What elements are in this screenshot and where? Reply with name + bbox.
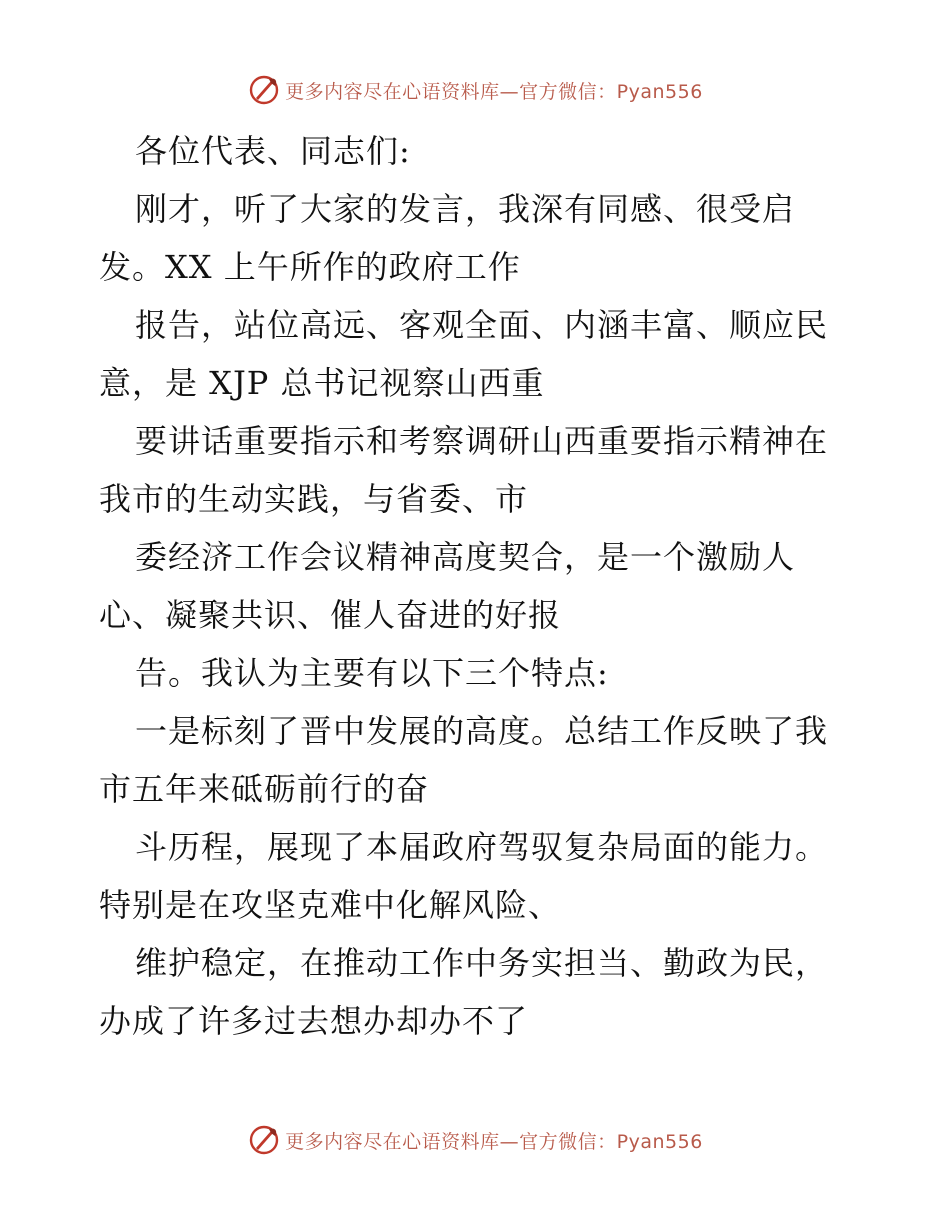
text-line: 斗历程，展现了本届政府驾驭复杂局面的能力。 — [135, 828, 829, 866]
document-body — [99, 122, 879, 1050]
text-line: 办成了许多过去想办却办不了 — [99, 1002, 529, 1040]
text-line: 市五年来砥砺前行的奋 — [99, 770, 430, 808]
footer-watermark — [0, 1120, 950, 1160]
quill-logo-icon — [247, 1123, 281, 1157]
quill-logo-icon — [247, 73, 281, 107]
text-line: 刚才，听了大家的发言，我深有同感、很受启 — [135, 190, 796, 228]
text-line: 各位代表、同志们: — [135, 132, 411, 170]
text-line: 委经济工作会议精神高度契合，是一个激励人 — [135, 538, 796, 576]
text-line: 告。我认为主要有以下三个特点: — [135, 654, 609, 692]
watermark-text: 更多内容尽在心语资料库—官方微信：Pyan556 — [285, 1130, 703, 1153]
text-line: 特别是在攻坚克难中化解风险、 — [99, 886, 562, 924]
text-line: 发。XX 上午所作的政府工作 — [99, 248, 521, 286]
text-line: 意，是 XJP 总书记视察山西重 — [99, 364, 545, 402]
header-watermark — [0, 70, 950, 110]
text-line: 心、凝聚共识、催人奋进的好报 — [99, 596, 562, 634]
text-line: 我市的生动实践，与省委、市 — [99, 480, 529, 518]
watermark-text: 更多内容尽在心语资料库—官方微信：Pyan556 — [285, 80, 703, 103]
text-line: 维护稳定，在推动工作中务实担当、勤政为民， — [135, 944, 829, 982]
text-line: 要讲话重要指示和考察调研山西重要指示精神在 — [135, 422, 829, 460]
text-line: 报告，站位高远、客观全面、内涵丰富、顺应民 — [135, 306, 829, 344]
text-line: 一是标刻了晋中发展的高度。总结工作反映了我 — [135, 712, 829, 750]
